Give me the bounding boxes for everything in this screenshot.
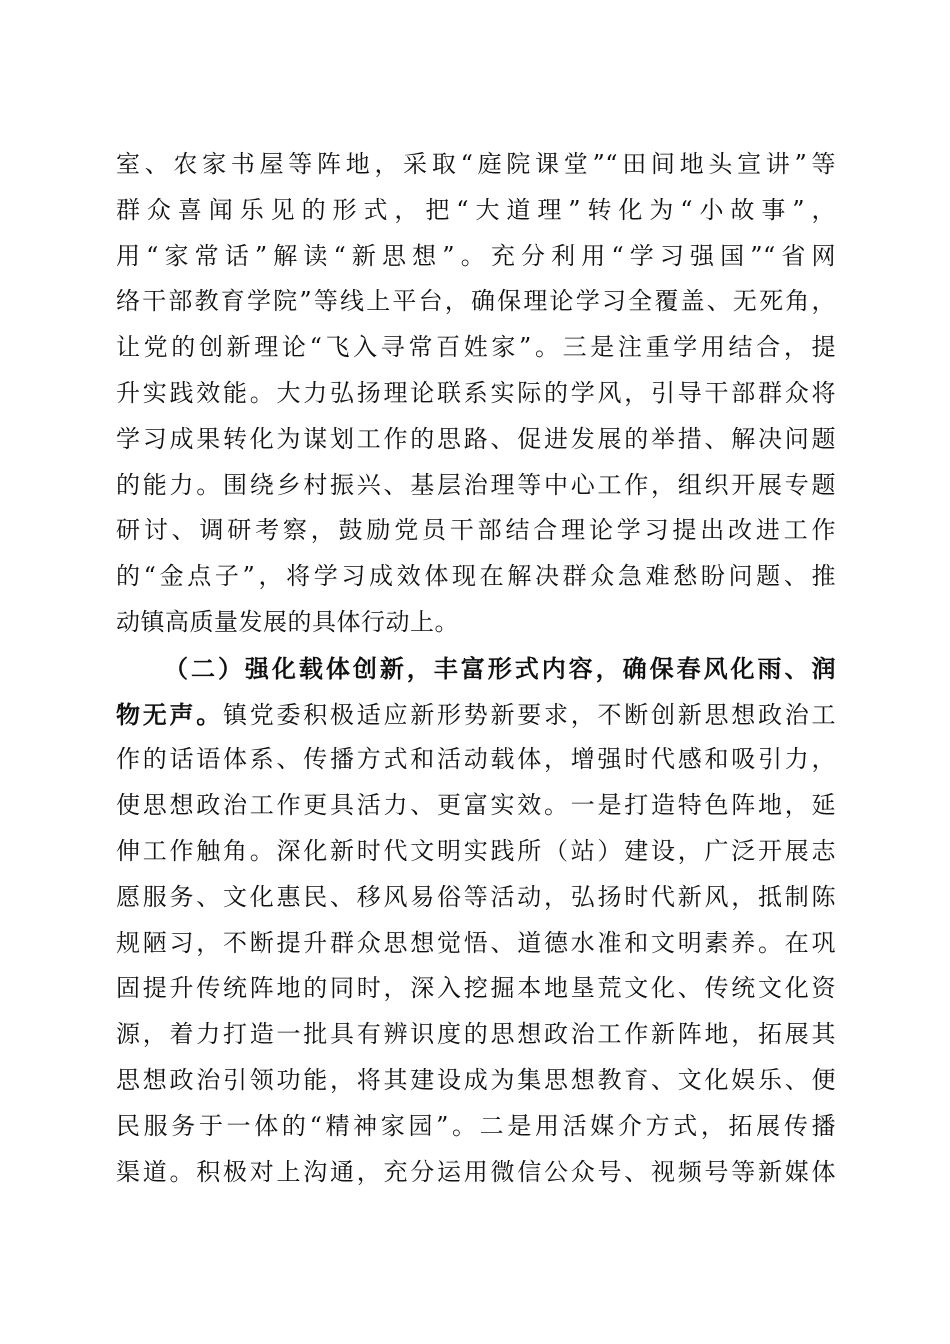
text-line: 络干部教育学院”等线上平台，确保理论学习全覆盖、无死角， — [116, 287, 836, 316]
text-line: 愿服务、文化惠民、移风易俗等活动，弘扬时代新风，抵制陈 — [116, 882, 836, 911]
paragraph-end-line: 动镇高质量发展的具体行动上。 — [116, 607, 459, 636]
text-line: 室、农家书屋等阵地，采取“庭院课堂”“田间地头宣讲”等 — [116, 150, 836, 178]
section-heading-continuation — [116, 692, 836, 738]
text-line: 使思想政治工作更具活力、更富实效。一是打造特色阵地，延 — [116, 791, 836, 820]
text-line: 研讨、调研考察，鼓励党员干部结合理论学习提出改进工作 — [116, 516, 836, 545]
text-line: 伸工作触角。深化新时代文明实践所（站）建设，广泛开展志 — [116, 836, 836, 865]
text-line: 群众喜闻乐见的形式，把“大道理”转化为“小故事”， — [116, 195, 836, 224]
text-line: 渠道。积极对上沟通，充分运用微信公众号、视频号等新媒体 — [116, 1157, 836, 1186]
heading-tail: 物无声。 — [116, 699, 223, 729]
text-line: 固提升传统阵地的同时，深入挖掘本地垦荒文化、传统文化资 — [116, 974, 836, 1003]
section-heading-line: （二）强化载体创新，丰富形式内容，确保春风化雨、润 — [164, 653, 836, 683]
text-line: 源，着力打造一批具有辨识度的思想政治工作新阵地，拓展其 — [116, 1020, 836, 1049]
text-line: 用“家常话”解读“新思想”。充分利用“学习强国”“省网 — [116, 241, 836, 270]
text-line: 作的话语体系、传播方式和活动载体，增强时代感和吸引力， — [116, 745, 836, 774]
text-line: 规陋习，不断提升群众思想觉悟、道德水准和文明素养。在巩 — [116, 928, 836, 957]
text-line: 民服务于一体的“精神家园”。二是用活媒介方式，拓展传播 — [116, 1111, 836, 1140]
text-line: 的“金点子”，将学习成效体现在解决群众急难愁盼问题、推 — [116, 562, 836, 591]
text-line: 学习成果转化为谋划工作的思路、促进发展的举措、解决问题 — [116, 424, 836, 453]
text-line: 让党的创新理论“飞入寻常百姓家”。三是注重学用结合，提 — [116, 333, 836, 362]
heading-following-text: 镇党委积极适应新形势新要求，不断创新思想政治工 — [223, 700, 836, 729]
text-line: 的能力。围绕乡村振兴、基层治理等中心工作，组织开展专题 — [116, 470, 836, 499]
text-line: 升实践效能。大力弘扬理论联系实际的学风，引导干部群众将 — [116, 378, 836, 407]
text-line: 思想政治引领功能，将其建设成为集思想教育、文化娱乐、便 — [116, 1065, 836, 1094]
body-text — [116, 142, 836, 1195]
